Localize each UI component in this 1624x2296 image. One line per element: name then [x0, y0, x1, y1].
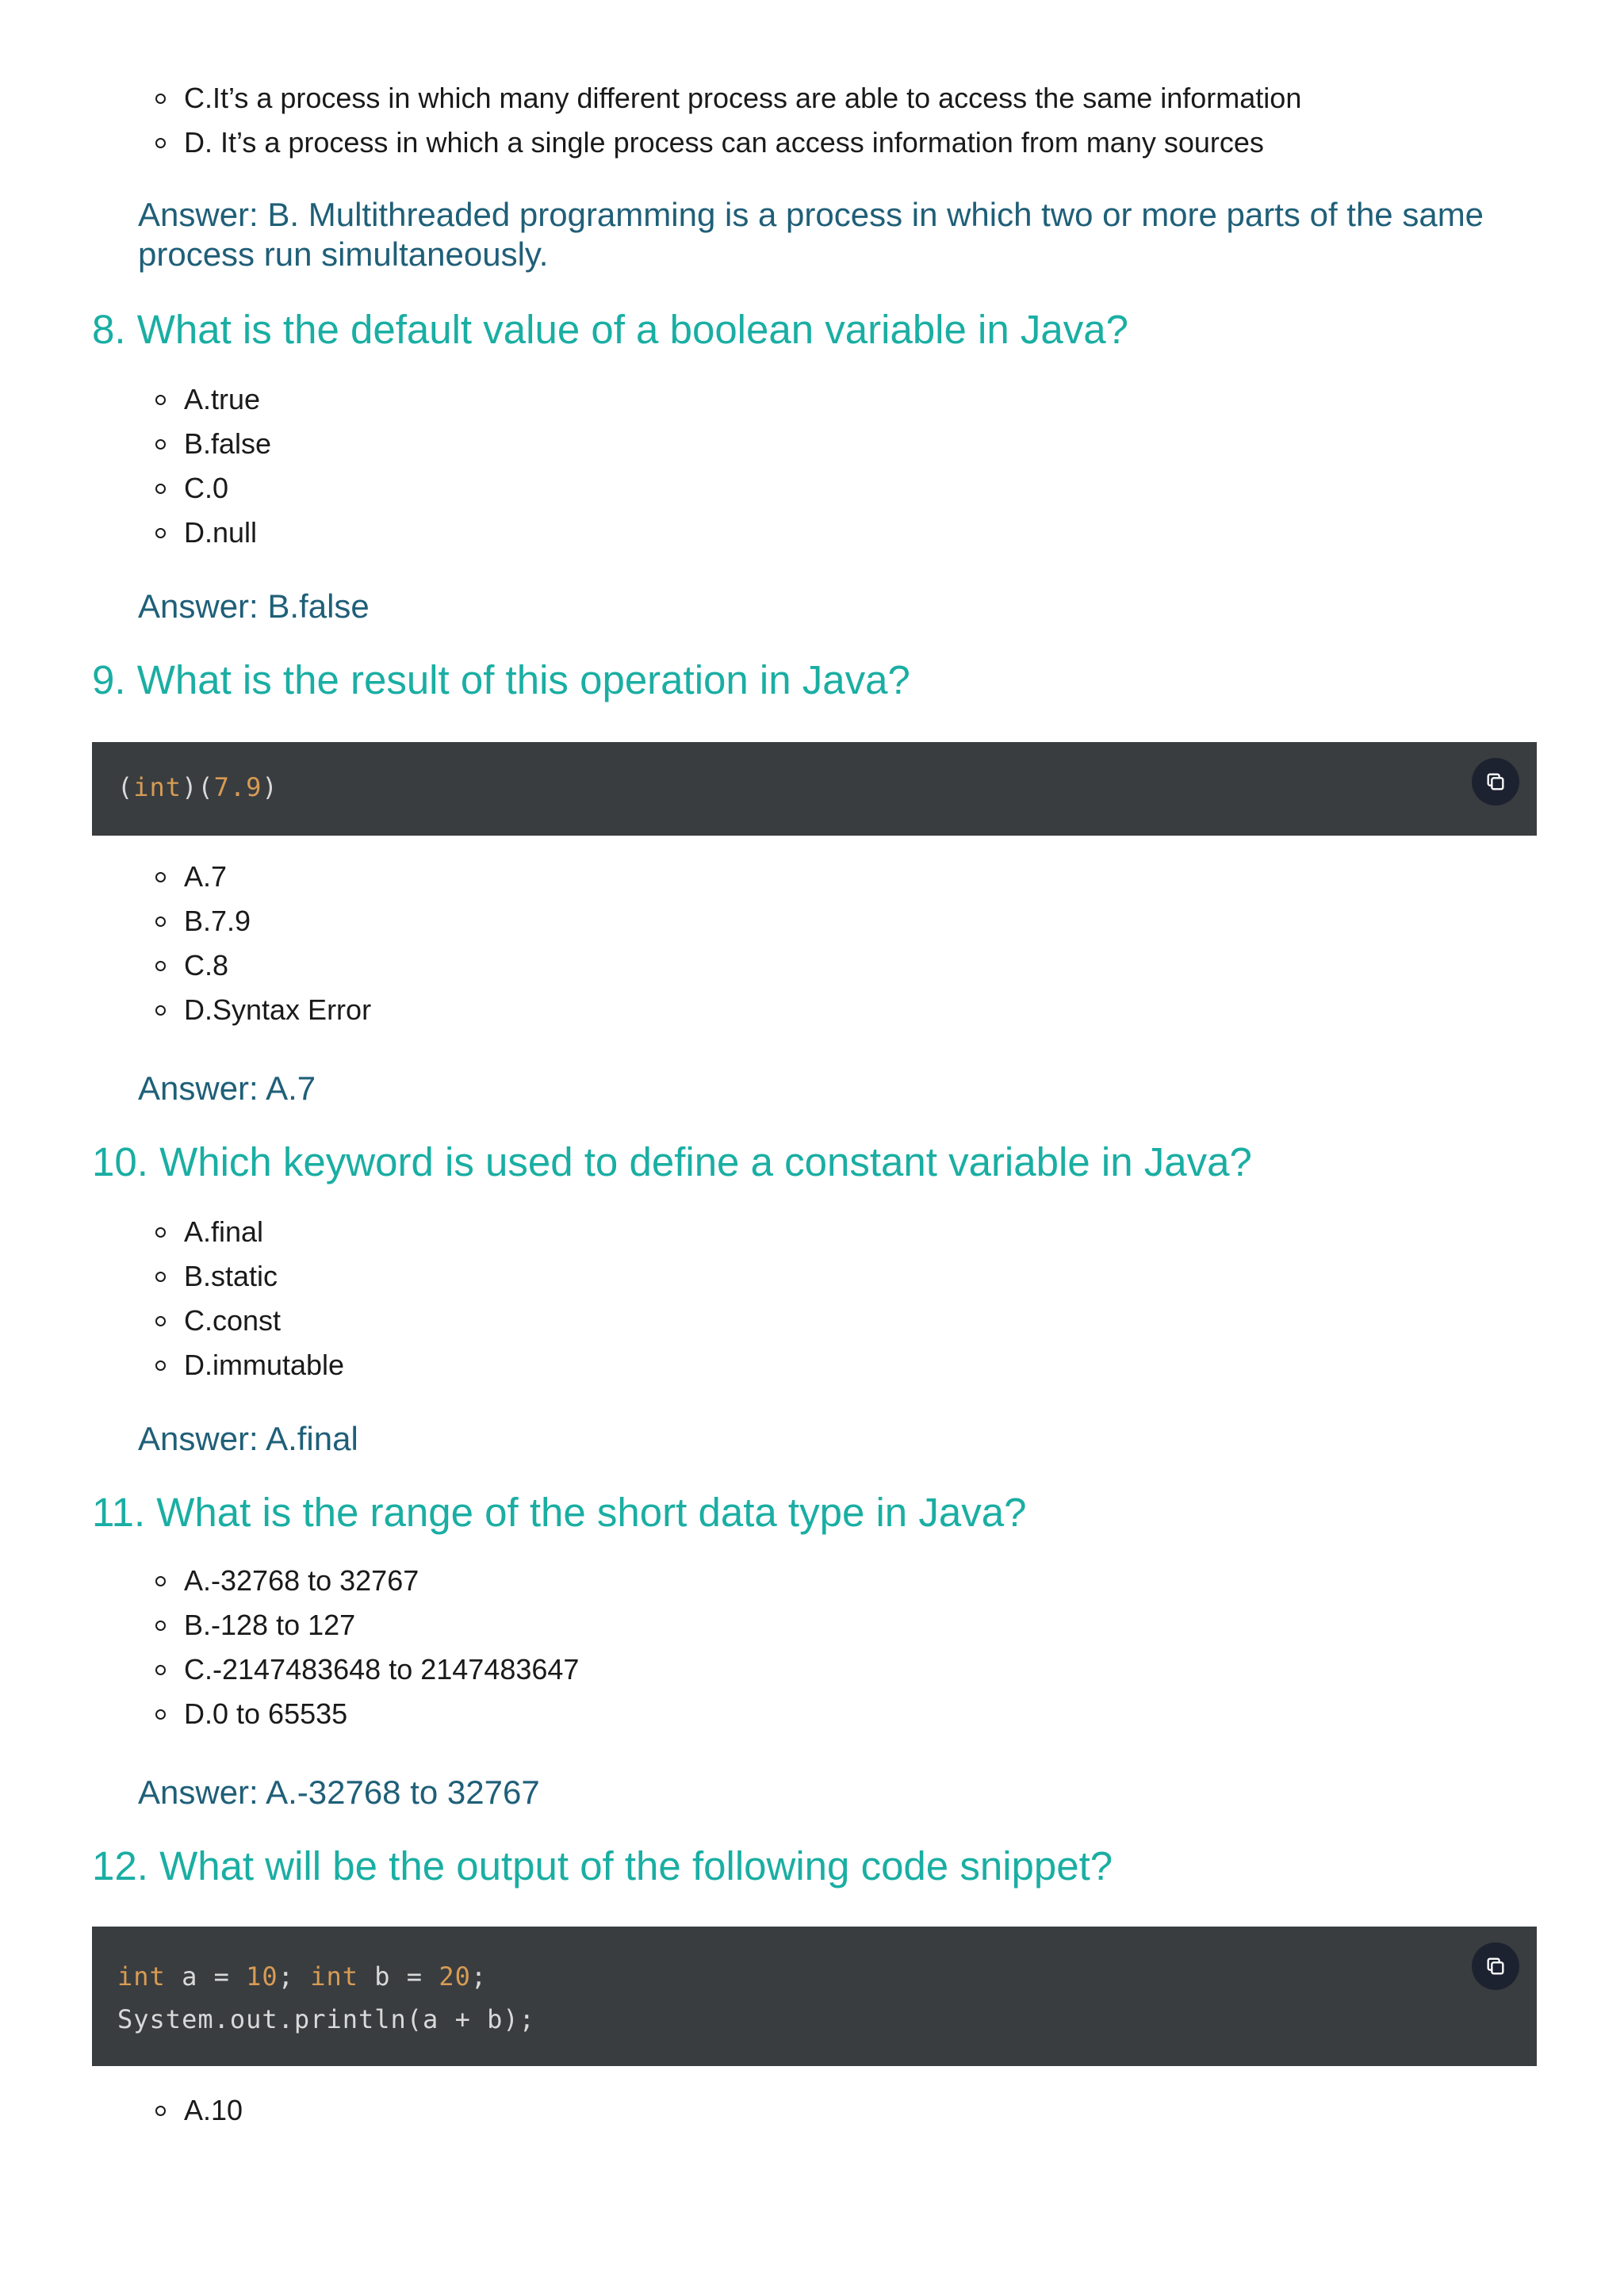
code-number: 7.9: [213, 772, 262, 802]
q8-option-b: B.false: [184, 422, 1537, 466]
code-paren: (: [117, 772, 134, 802]
code-text: ;: [278, 1961, 311, 1992]
code-paren: ): [262, 772, 278, 802]
q11-option-b: B.-128 to 127: [184, 1603, 1537, 1647]
q10-option-d: D.immutable: [184, 1343, 1537, 1387]
code-keyword: int: [310, 1961, 358, 1992]
q11-option-a: A.-32768 to 32767: [184, 1559, 1537, 1603]
q10-options: [92, 1210, 1537, 1387]
q11-option-d: D.0 to 65535: [184, 1692, 1537, 1736]
q11-options: [92, 1559, 1537, 1736]
q9-options: [92, 855, 1537, 1032]
q8-title: 8. What is the default value of a boolean variable in Java?: [92, 307, 1128, 352]
q9-option-a: A.7: [184, 855, 1537, 899]
q7-answer: Answer: B. Multithreaded programming is a process in which two or more parts of the same process run simultaneously.: [138, 196, 1484, 273]
copy-icon: [1484, 771, 1507, 793]
code-keyword: int: [133, 772, 182, 802]
q8-option-c: C.0: [184, 466, 1537, 511]
q9-title: 9. What is the result of this operation in Java?: [92, 657, 910, 702]
q12-option-a: A.10: [184, 2088, 1537, 2133]
q7-option-d: D. It’s a process in which a single process can access information from many sources: [184, 121, 1537, 165]
q9-option-c: C.8: [184, 943, 1537, 988]
copy-code-button[interactable]: [1472, 1942, 1519, 1990]
q9-code-line: [117, 772, 1511, 802]
q12-options: [92, 2088, 1537, 2133]
q12-code-line-1: [117, 1955, 1511, 1998]
q8-options: [92, 377, 1537, 555]
q10-option-c: C.const: [184, 1299, 1537, 1343]
q11-answer: Answer: A.-32768 to 32767: [138, 1774, 540, 1811]
q12-code-block: [92, 1927, 1537, 2066]
q11-title: 11. What is the range of the short data type in Java?: [92, 1490, 1027, 1535]
q10-option-b: B.static: [184, 1254, 1537, 1299]
code-text: ;: [470, 1961, 488, 1992]
q11-option-c: C.-2147483648 to 2147483647: [184, 1647, 1537, 1692]
copy-icon: [1484, 1955, 1507, 1977]
copy-code-button[interactable]: [1472, 758, 1519, 806]
q10-option-a: A.final: [184, 1210, 1537, 1254]
q10-title: 10. Which keyword is used to define a constant variable in Java?: [92, 1139, 1252, 1184]
q10-answer: Answer: A.final: [138, 1420, 358, 1457]
q9-option-d: D.Syntax Error: [184, 988, 1537, 1032]
code-keyword: int: [117, 1961, 166, 1992]
q8-option-a: A.true: [184, 377, 1537, 422]
q12-title: 12. What will be the output of the following code snippet?: [92, 1843, 1113, 1888]
code-paren: )(: [182, 772, 214, 802]
code-text: b =: [358, 1961, 439, 1992]
q9-answer: Answer: A.7: [138, 1070, 316, 1107]
q8-answer: Answer: B.false: [138, 587, 370, 625]
code-number: 20: [439, 1961, 471, 1992]
q7-option-c: C.It’s a process in which many different process are able to access the same information: [184, 76, 1537, 121]
q12-code-line-2: System.out.println(a + b);: [117, 2004, 535, 2034]
q8-option-d: D.null: [184, 511, 1537, 555]
code-text: a =: [165, 1961, 247, 1992]
q7-options: [92, 76, 1537, 165]
code-number: 10: [246, 1961, 278, 1992]
q9-option-b: B.7.9: [184, 899, 1537, 943]
q9-code-block: [92, 742, 1537, 836]
